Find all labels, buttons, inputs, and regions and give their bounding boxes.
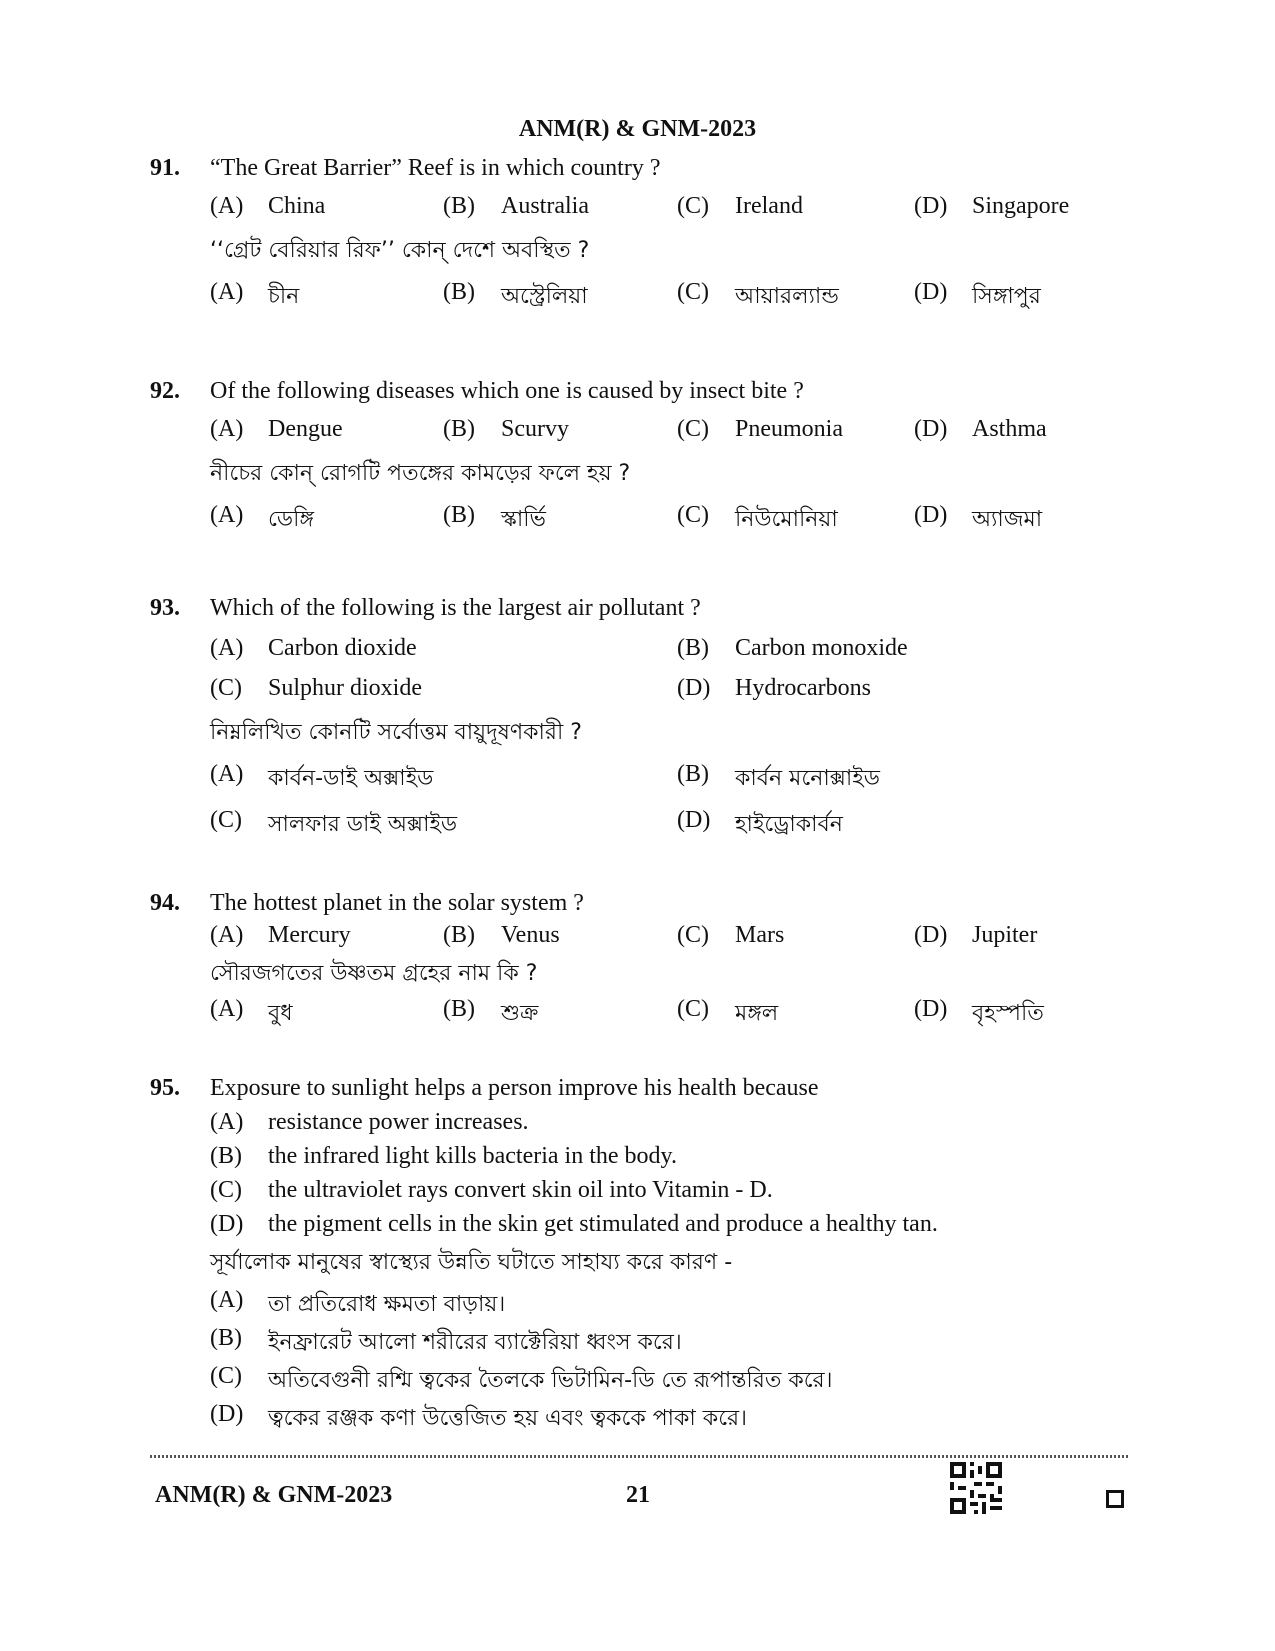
question-number: 93.: [150, 595, 180, 621]
question-number: 94.: [150, 890, 180, 916]
qr-code-icon: [950, 1462, 1002, 1514]
question-text-bn: ‘‘গ্রেট বেরিয়ার রিফ’’ কোন্ দেশে অবস্থিত ?: [210, 238, 590, 263]
question-text-en: Exposure to sunlight helps a person improve his health because: [210, 1075, 819, 1101]
square-marker-icon: [1106, 1490, 1124, 1508]
page-number: 21: [626, 1482, 650, 1508]
question-text-bn: সূর্যালোক মানুষের স্বাস্থ্যের উন্নতি ঘটাতে সাহায্য করে কারণ -: [210, 1250, 733, 1275]
footer-title: ANM(R) & GNM-2023: [155, 1482, 393, 1508]
question-text-bn: সৌরজগতের উষ্ণতম গ্রহের নাম কি ?: [210, 961, 538, 986]
question-text-bn: নীচের কোন্ রোগটি পতঙ্গের কামড়ের ফলে হয় ?: [210, 461, 631, 486]
question-text-en: The hottest planet in the solar system ?: [210, 890, 584, 916]
question-number: 92.: [150, 378, 180, 404]
question-text-en: Which of the following is the largest air pollutant ?: [210, 595, 701, 621]
page-header: ANM(R) & GNM-2023: [518, 116, 757, 142]
question-text-en: Of the following diseases which one is caused by insect bite ?: [210, 378, 804, 404]
question-number: 95.: [150, 1075, 180, 1101]
question-text-bn: নিম্নলিখিত কোনটি সর্বোত্তম বায়ুদূষণকারী ?: [210, 720, 582, 745]
footer-divider: [150, 1455, 1130, 1458]
question-number: 91.: [150, 155, 180, 181]
question-text-en: “The Great Barrier” Reef is in which country ?: [210, 155, 661, 181]
